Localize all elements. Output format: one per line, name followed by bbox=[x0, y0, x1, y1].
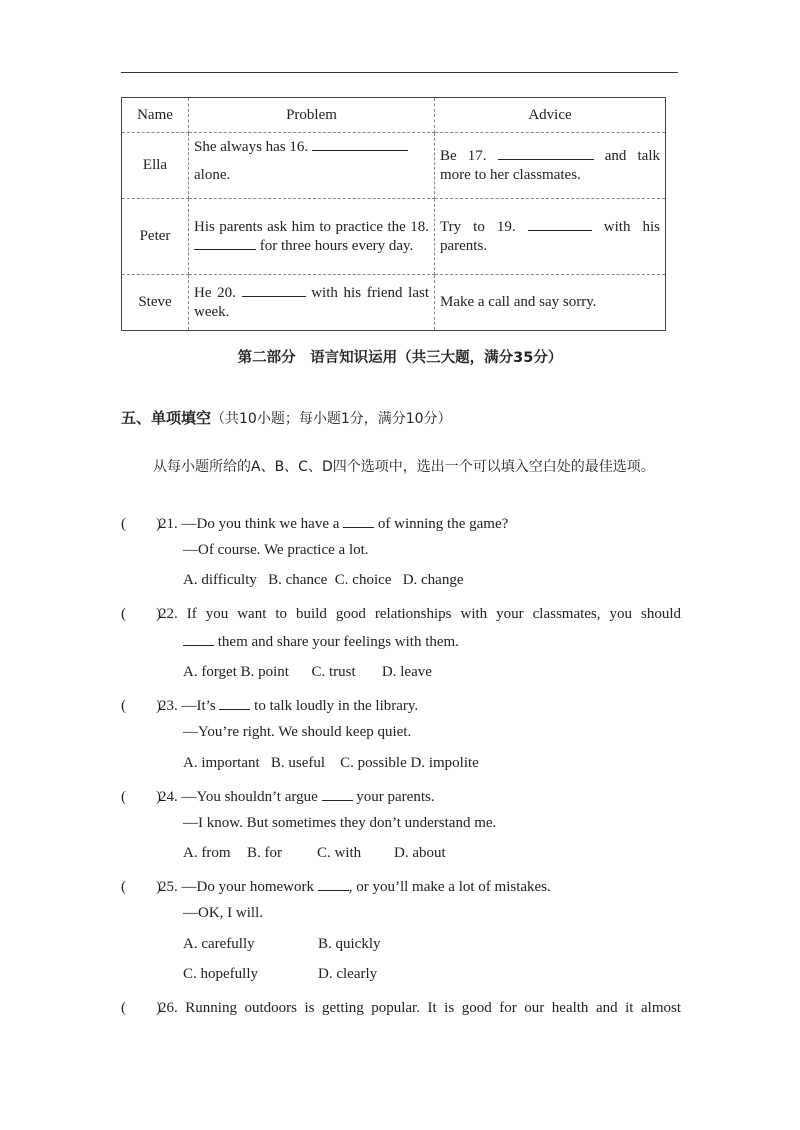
question-text: your parents. bbox=[356, 789, 435, 805]
question-24 bbox=[121, 785, 681, 806]
blank-20 bbox=[242, 284, 306, 297]
option-a: A. from bbox=[183, 845, 231, 861]
table-row bbox=[122, 199, 666, 275]
question-24-options bbox=[183, 845, 446, 862]
advice-text: with his parents. bbox=[440, 218, 661, 254]
question-text: of winning the game? bbox=[377, 516, 509, 532]
question-26 bbox=[121, 996, 681, 1017]
answer-paren[interactable]: ( ) bbox=[121, 789, 161, 805]
option-d: D. change bbox=[402, 572, 464, 588]
question-text: —It’s bbox=[181, 698, 216, 714]
option-d: D. clearly bbox=[318, 966, 378, 982]
blank-19 bbox=[528, 218, 592, 231]
option-b: B. chance bbox=[268, 572, 328, 588]
option-ab: A. forget B. point bbox=[183, 664, 289, 680]
answer-paren[interactable]: ( ) bbox=[121, 698, 161, 714]
question-text: , or you’ll make a lot of mistakes. bbox=[348, 879, 551, 895]
question-text: —You shouldn’t argue bbox=[181, 789, 318, 805]
advice-text: Be 17. bbox=[440, 147, 487, 164]
question-23-reply: —You’re right. We should keep quiet. bbox=[183, 724, 412, 740]
question-number: 21. bbox=[159, 516, 178, 532]
row-advice: Make a call and say sorry. bbox=[435, 275, 666, 331]
answer-paren[interactable]: ( ) bbox=[121, 516, 161, 532]
question-number: 22. bbox=[159, 606, 178, 622]
question-21-reply: —Of course. We practice a lot. bbox=[183, 542, 369, 558]
option-a: A. carefully bbox=[183, 936, 255, 952]
question-blank bbox=[219, 697, 250, 710]
option-b: B. for bbox=[247, 845, 282, 861]
question-21-options bbox=[183, 572, 464, 589]
row-problem bbox=[189, 275, 435, 331]
table-row bbox=[122, 275, 666, 331]
advice-text: Try to 19. bbox=[440, 218, 516, 235]
answer-paren[interactable]: ( ) bbox=[121, 1000, 161, 1016]
header-advice: Advice bbox=[435, 98, 666, 133]
question-text: —Do your homework bbox=[181, 879, 314, 895]
problem-text: He 20. bbox=[194, 284, 236, 301]
option-c: C. choice bbox=[334, 572, 392, 588]
advice-text: and talk more to her classmates. bbox=[440, 147, 661, 183]
option-a: A. difficulty bbox=[183, 572, 257, 588]
question-25-reply: —OK, I will. bbox=[183, 905, 263, 921]
section-title: 第二部分 语言知识运用（共三大题，满分35分） bbox=[237, 350, 563, 366]
problem-text: with his friend last week. bbox=[194, 284, 429, 320]
row-advice bbox=[435, 199, 666, 275]
row-problem bbox=[189, 133, 435, 199]
answer-paren[interactable]: ( ) bbox=[121, 606, 161, 622]
option-d: D. leave bbox=[381, 664, 432, 680]
question-text: If you want to build good relationships with your classmates, you should bbox=[186, 606, 682, 622]
option-a: A. important bbox=[183, 755, 260, 771]
question-number: 23. bbox=[159, 698, 178, 714]
question-25 bbox=[121, 875, 681, 896]
question-text: them and share your feelings with them. bbox=[217, 634, 459, 650]
row-name: Peter bbox=[122, 199, 189, 275]
part-five-heading: 五、单项填空 bbox=[121, 409, 212, 427]
question-blank bbox=[343, 515, 374, 528]
problem-text: for three hours every day. bbox=[259, 237, 414, 254]
option-b: B. useful bbox=[270, 755, 326, 771]
question-number: 25. bbox=[159, 879, 178, 895]
question-24-reply: —I know. But sometimes they don’t understand me. bbox=[183, 815, 497, 831]
question-21 bbox=[121, 512, 681, 533]
option-cd: C. possible D. impolite bbox=[340, 755, 479, 771]
part-five-title bbox=[121, 407, 452, 428]
problem-text: alone. bbox=[194, 167, 231, 183]
option-d: D. about bbox=[394, 845, 446, 861]
row-name: Ella bbox=[122, 133, 189, 199]
blank-17 bbox=[498, 147, 594, 160]
option-b: B. quickly bbox=[318, 936, 381, 952]
question-22 bbox=[121, 602, 681, 623]
question-text: Running outdoors is getting popular. It is good for our health and it almost bbox=[185, 1000, 682, 1016]
problem-text: She always has 16. bbox=[194, 139, 309, 155]
header-name: Name bbox=[122, 98, 189, 133]
blank-16 bbox=[312, 138, 408, 151]
question-25-options-1 bbox=[183, 936, 381, 953]
question-25-options-2 bbox=[183, 966, 377, 983]
question-number: 26. bbox=[159, 1000, 178, 1016]
header-problem: Problem bbox=[189, 98, 435, 133]
answer-paren[interactable]: ( ) bbox=[121, 879, 161, 895]
problem-text: His parents ask him to practice the 18. bbox=[194, 218, 429, 235]
row-problem bbox=[189, 199, 435, 275]
question-blank bbox=[183, 633, 214, 646]
question-23 bbox=[121, 694, 681, 715]
blank-18 bbox=[194, 237, 256, 250]
advice-table bbox=[121, 97, 666, 331]
instructions: 从每小题所给的A、B、C、D四个选项中，选出一个可以填入空白处的最佳选项。 bbox=[153, 459, 655, 475]
option-c: C. trust bbox=[311, 664, 356, 680]
question-blank bbox=[318, 878, 349, 891]
option-c: C. hopefully bbox=[183, 966, 258, 982]
table-header-row bbox=[122, 98, 666, 133]
question-number: 24. bbox=[159, 789, 178, 805]
question-23-options bbox=[183, 755, 479, 772]
question-text: to talk loudly in the library. bbox=[254, 698, 419, 714]
row-name: Steve bbox=[122, 275, 189, 331]
question-22-cont bbox=[183, 633, 459, 651]
option-c: C. with bbox=[317, 845, 362, 861]
row-advice bbox=[435, 133, 666, 199]
table-row bbox=[122, 133, 666, 199]
top-rule bbox=[121, 72, 678, 73]
part-five-subtitle: （共10小题；每小题1分，满分10分） bbox=[211, 411, 452, 427]
question-22-options bbox=[183, 664, 432, 681]
question-blank bbox=[322, 788, 353, 801]
question-text: —Do you think we have a bbox=[181, 516, 340, 532]
